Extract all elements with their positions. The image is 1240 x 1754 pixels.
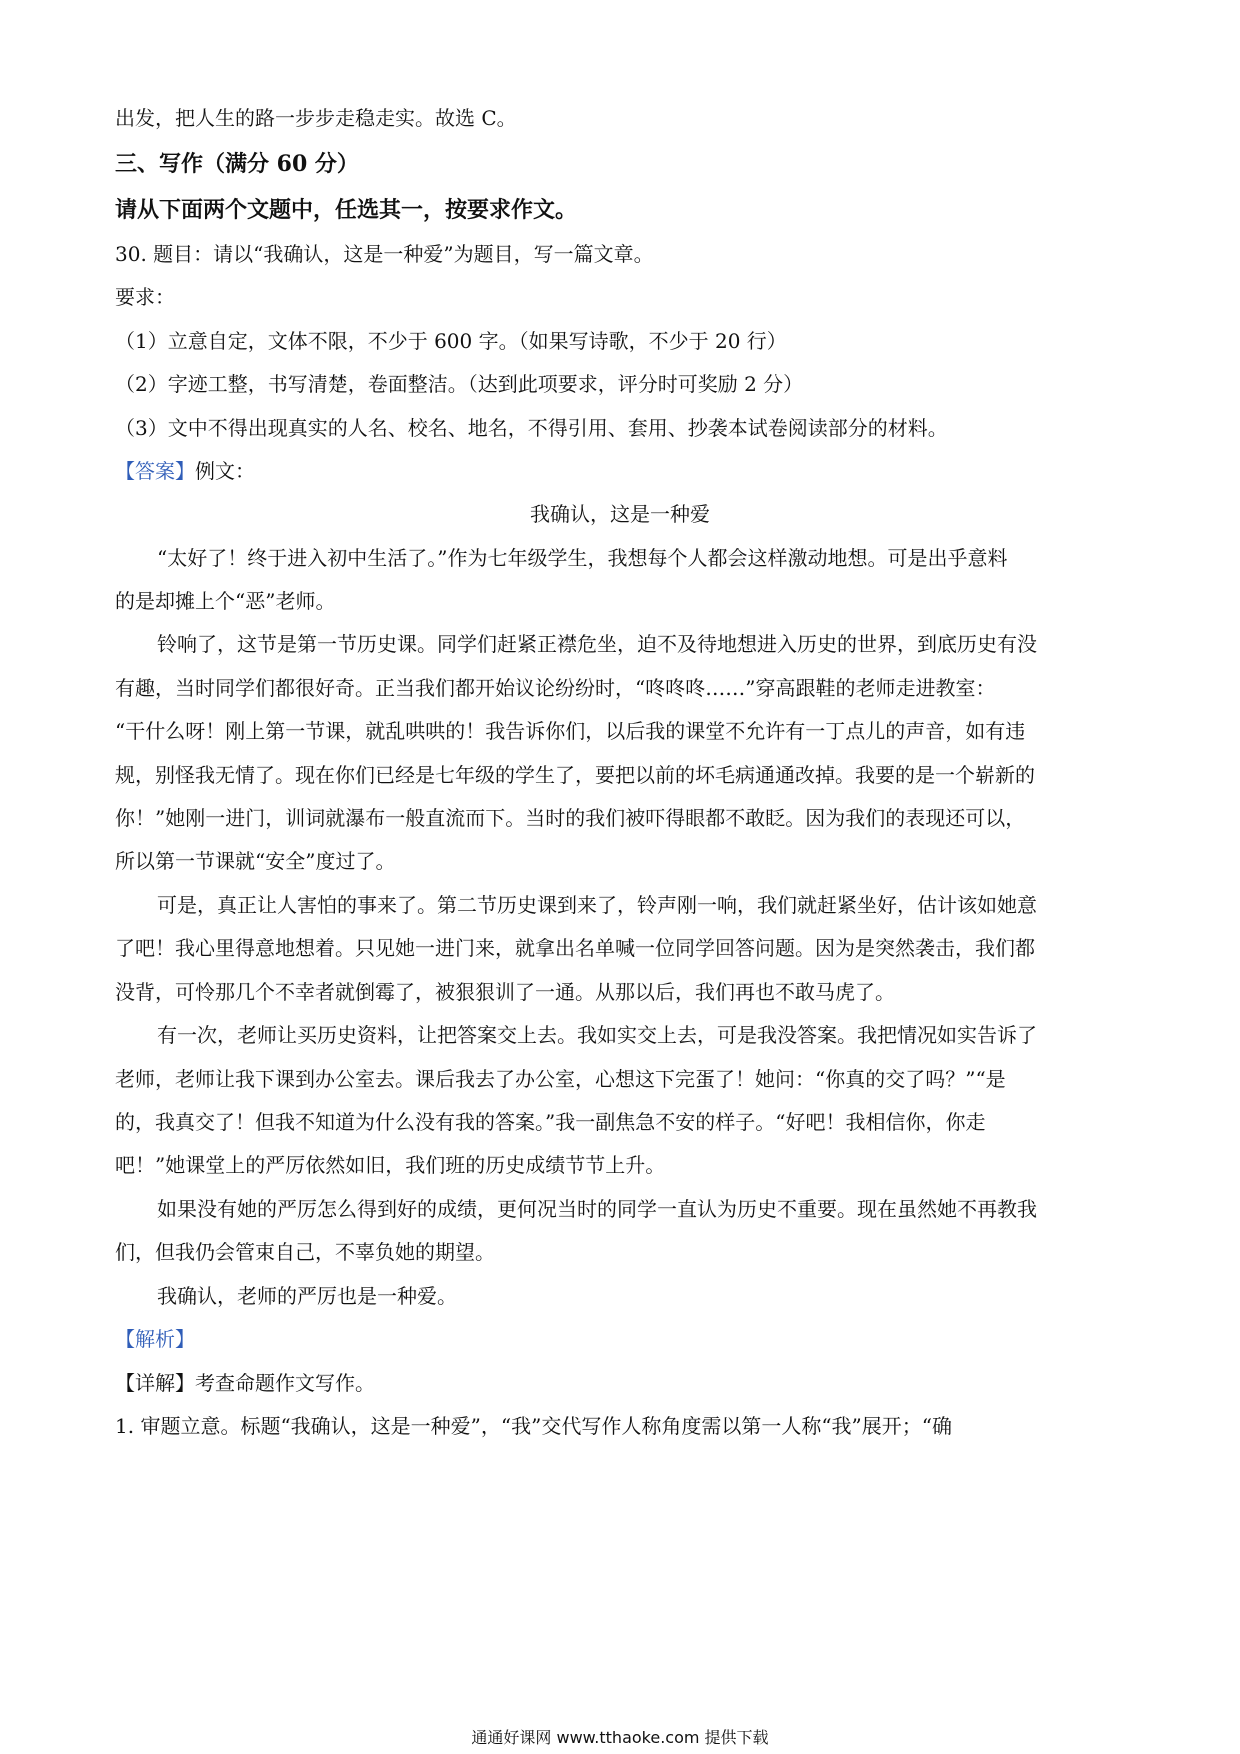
essay-line: 老师，老师让我下课到办公室去。课后我去了办公室，心想这下完蛋了！她问：“你真的交了吗？”“是 [115,1067,1006,1091]
question-30: 30. 题目：请以“我确认，这是一种爱”为题目，写一篇文章。 [115,242,654,266]
requirements-label: 要求： [115,285,175,309]
essay-line: 规，别怪我无情了。现在你们已经是七年级的学生了，要把以前的坏毛病通通改掉。我要的是一个崭新的 [115,763,1035,787]
analysis-tag: 【解析】 [115,1327,195,1351]
essay-line: “干什么呀！刚上第一节课，就乱哄哄的！我告诉你们，以后我的课堂不允许有一丁点儿的声音，如有违 [115,719,1026,743]
writing-instruction: 请从下面两个文题中，任选其一，按要求作文。 [115,197,578,223]
essay-line: 们，但我仍会管束自己，不辜负她的期望。 [115,1240,495,1264]
detail-line: 【详解】考查命题作文写作。 [115,1371,375,1395]
essay-line: “太好了！终于进入初中生活了。”作为七年级学生，我想每个人都会这样激动地想。可是出乎意料 [157,546,1008,570]
essay-line: 我确认，老师的严厉也是一种爱。 [157,1284,457,1308]
requirement-2: （2）字迹工整，书写清楚，卷面整洁。（达到此项要求，评分时可奖励 2 分） [115,372,804,396]
essay-line: 吧！”她课堂上的严厉依然如旧，我们班的历史成绩节节上升。 [115,1153,666,1177]
answer-label: 例文： [195,459,255,483]
essay-title: 我确认，这是一种爱 [530,502,710,526]
essay-line: 了吧！我心里得意地想着。只见她一进门来，就拿出名单喊一位同学回答问题。因为是突然袭击，我们都 [115,936,1035,960]
prev-answer-end: 出发，把人生的路一步步走稳走实。故选 C。 [115,106,517,130]
essay-line: 所以第一节课就“安全”度过了。 [115,849,396,873]
analysis-point-1: 1. 审题立意。标题“我确认，这是一种爱”，“我”交代写作人称角度需以第一人称“我”展开；“确 [115,1414,953,1438]
requirement-1: （1）立意自定，文体不限，不少于 600 字。（如果写诗歌，不少于 20 行） [115,329,787,353]
essay-line: 有一次，老师让买历史资料，让把答案交上去。我如实交上去，可是我没答案。我把情况如实告诉了 [157,1023,1037,1047]
answer-line [115,457,1125,485]
essay-line: 的，我真交了！但我不知道为什么没有我的答案。”我一副焦急不安的样子。“好吧！我相信你，你走 [115,1110,986,1134]
page-footer: 通通好课网 www.tthaoke.com 提供下载 [471,1728,769,1747]
essay-line: 没背，可怜那几个不幸者就倒霉了，被狠狠训了一通。从那以后，我们再也不敢马虎了。 [115,980,895,1004]
essay-line: 你！”她刚一进门，训词就瀑布一般直流而下。当时的我们被吓得眼都不敢眨。因为我们的表现还可以， [115,806,1026,830]
answer-tag: 【答案】 [115,459,195,483]
essay-line: 有趣，当时同学们都很好奇。正当我们都开始议论纷纷时，“咚咚咚……”穿高跟鞋的老师走进教室： [115,676,996,700]
section-title: 三、写作（满分 60 分） [115,151,359,177]
essay-line: 可是，真正让人害怕的事来了。第二节历史课到来了，铃声刚一响，我们就赶紧坐好，估计该如她意 [157,893,1037,917]
essay-line: 的是却摊上个“恶”老师。 [115,589,336,613]
requirement-3: （3）文中不得出现真实的人名、校名、地名，不得引用、套用、抄袭本试卷阅读部分的材料。 [115,416,948,440]
essay-line: 如果没有她的严厉怎么得到好的成绩，更何况当时的同学一直认为历史不重要。现在虽然她不再教我 [157,1197,1037,1221]
essay-line: 铃响了，这节是第一节历史课。同学们赶紧正襟危坐，迫不及待地想进入历史的世界，到底历史有没 [157,632,1037,656]
